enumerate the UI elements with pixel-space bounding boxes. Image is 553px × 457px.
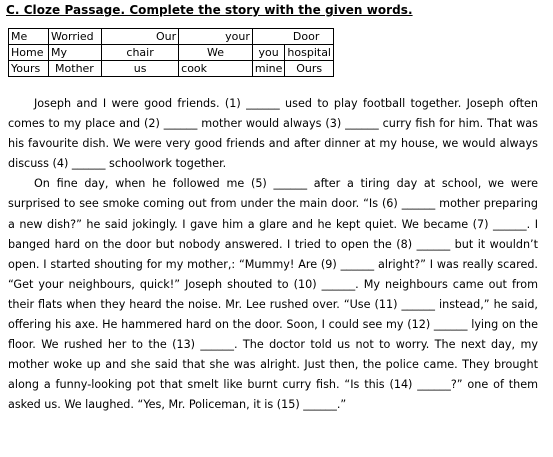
passage-paragraph: Joseph and I were good friends. (1) ______ used to play football together. Joseph often comes to my place and (2) ______ mother would always (3) ______ curry fish for him. That was his favourite dish. We were very good friends and after dinner at my house, we would always discuss (4) ______ schoolwork together. bbox=[8, 97, 538, 171]
word-cell: cook bbox=[179, 61, 253, 77]
word-cell: Door bbox=[252, 29, 333, 45]
word-cell: your bbox=[179, 29, 253, 45]
word-box bbox=[8, 28, 334, 77]
word-box-row bbox=[9, 61, 334, 77]
word-cell: you bbox=[252, 45, 285, 61]
word-cell: Ours bbox=[285, 61, 334, 77]
word-cell: Home bbox=[9, 45, 49, 61]
word-cell: chair bbox=[102, 45, 179, 61]
word-cell: us bbox=[102, 61, 179, 77]
word-box-row bbox=[9, 45, 334, 61]
word-box-row bbox=[9, 29, 334, 45]
section-heading: C. Cloze Passage. Complete the story with the given words. bbox=[6, 3, 413, 17]
passage-paragraph: On fine day, when he followed me (5) ______ after a tiring day at school, we were surprised to see smoke coming out from under the main door. “Is (6) ______ mother preparing a new dish?” he said jokingly. I gave him a glare and he kept quiet. We became (7) ______. I banged hard on the door but nobody answered. I tried to open the (8) ______ but it wouldn’t open. I started shouting for my mother,: “Mummy! Are (9) ______ alright?” I was really scared. “Get your neighbours, quick!” Joseph shouted to (10) ______. My neighbours came out from their flats when they heard the noise. Mr. Lee rushed over. “Use (11) ______ instead,” he said, offering his axe. He hammered hard on the door. Soon, I could see my (12) ______ lying on the floor. We rushed her to the (13) ______. The doctor told us not to worry. The next day, my mother woke up and she said that she was alright. Just then, the police came. They brought along a funny-looking pot that smelt like burnt curry fish. “Is this (14) ______?” one of them asked us. We laughed. “Yes, Mr. Policeman, it is (15) ______.” bbox=[8, 177, 538, 412]
word-cell: My bbox=[49, 45, 102, 61]
word-cell: hospital bbox=[285, 45, 334, 61]
word-cell: mine bbox=[252, 61, 285, 77]
word-cell: We bbox=[179, 45, 253, 61]
word-cell: Mother bbox=[49, 61, 102, 77]
cloze-passage bbox=[8, 94, 538, 416]
word-cell: Me bbox=[9, 29, 49, 45]
word-cell: Our bbox=[102, 29, 179, 45]
word-cell: Yours bbox=[9, 61, 49, 77]
word-cell: Worried bbox=[49, 29, 102, 45]
